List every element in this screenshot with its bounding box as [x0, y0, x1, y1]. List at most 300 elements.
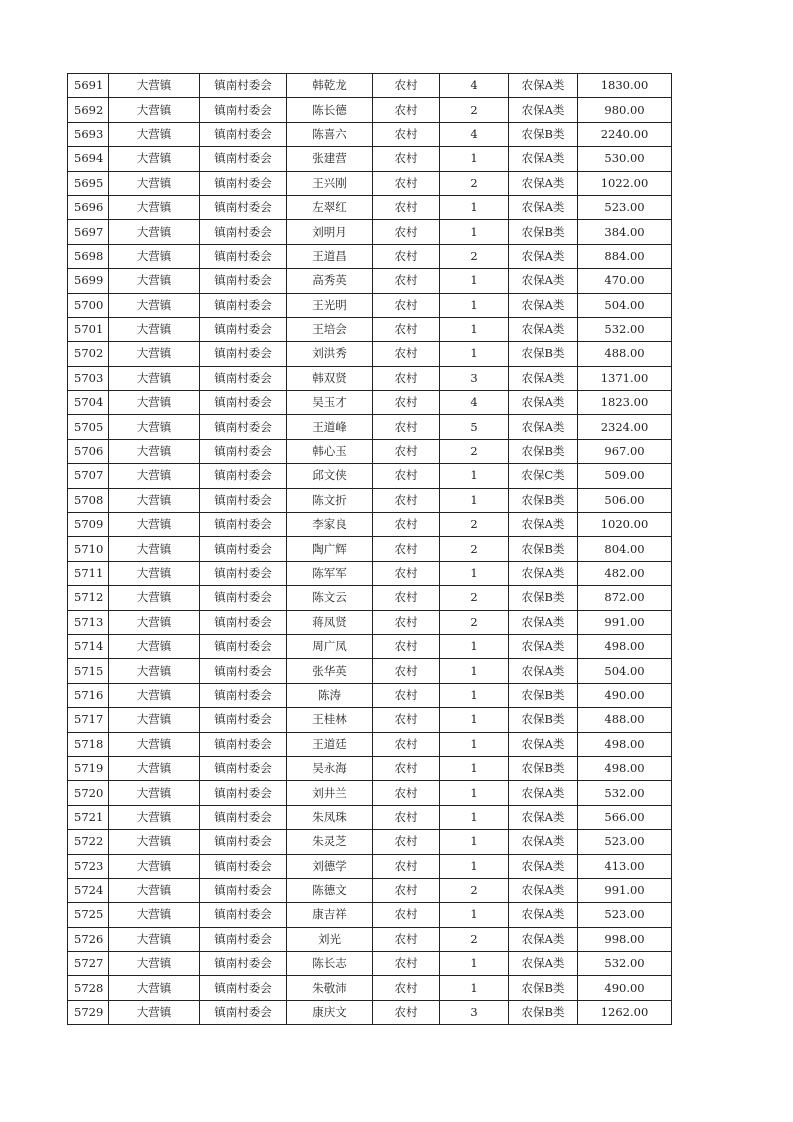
- name-cell: 陈军军: [287, 561, 373, 585]
- name-cell: 吴玉才: [287, 391, 373, 415]
- name-cell: 陈长德: [287, 98, 373, 122]
- serial-number-cell: 5717: [68, 708, 109, 732]
- village-committee-cell: 镇南村委会: [200, 342, 287, 366]
- area-type-cell: 农村: [373, 878, 440, 902]
- village-committee-cell: 镇南村委会: [200, 659, 287, 683]
- area-type-cell: 农村: [373, 756, 440, 780]
- area-type-cell: 农村: [373, 586, 440, 610]
- amount-cell: 566.00: [578, 805, 672, 829]
- amount-cell: 1830.00: [578, 74, 672, 98]
- area-type-cell: 农村: [373, 1000, 440, 1024]
- table-row: [68, 561, 672, 585]
- name-cell: 王道昌: [287, 244, 373, 268]
- insurance-class-cell: 农保A类: [509, 74, 578, 98]
- name-cell: 李家良: [287, 513, 373, 537]
- name-cell: 陈涛: [287, 683, 373, 707]
- household-count-cell: 4: [440, 391, 509, 415]
- village-committee-cell: 镇南村委会: [200, 610, 287, 634]
- table-row: [68, 586, 672, 610]
- name-cell: 陈文云: [287, 586, 373, 610]
- village-committee-cell: 镇南村委会: [200, 830, 287, 854]
- amount-cell: 804.00: [578, 537, 672, 561]
- serial-number-cell: 5713: [68, 610, 109, 634]
- amount-cell: 991.00: [578, 878, 672, 902]
- amount-cell: 884.00: [578, 244, 672, 268]
- name-cell: 周广凤: [287, 634, 373, 658]
- village-committee-cell: 镇南村委会: [200, 415, 287, 439]
- amount-cell: 1022.00: [578, 171, 672, 195]
- table-row: [68, 537, 672, 561]
- amount-cell: 413.00: [578, 854, 672, 878]
- town-cell: 大营镇: [109, 732, 200, 756]
- area-type-cell: 农村: [373, 708, 440, 732]
- town-cell: 大营镇: [109, 244, 200, 268]
- amount-cell: 1371.00: [578, 366, 672, 390]
- serial-number-cell: 5702: [68, 342, 109, 366]
- town-cell: 大营镇: [109, 756, 200, 780]
- town-cell: 大营镇: [109, 195, 200, 219]
- table-row: [68, 317, 672, 341]
- town-cell: 大营镇: [109, 342, 200, 366]
- household-count-cell: 1: [440, 781, 509, 805]
- table-row: [68, 976, 672, 1000]
- village-committee-cell: 镇南村委会: [200, 244, 287, 268]
- name-cell: 王桂林: [287, 708, 373, 732]
- name-cell: 王光明: [287, 293, 373, 317]
- name-cell: 王培会: [287, 317, 373, 341]
- table-row: [68, 391, 672, 415]
- town-cell: 大营镇: [109, 464, 200, 488]
- table-row: [68, 342, 672, 366]
- village-committee-cell: 镇南村委会: [200, 805, 287, 829]
- insurance-class-cell: 农保A类: [509, 805, 578, 829]
- name-cell: 王兴刚: [287, 171, 373, 195]
- insurance-class-cell: 农保B类: [509, 586, 578, 610]
- serial-number-cell: 5728: [68, 976, 109, 1000]
- amount-cell: 1823.00: [578, 391, 672, 415]
- town-cell: 大营镇: [109, 439, 200, 463]
- town-cell: 大营镇: [109, 610, 200, 634]
- insurance-class-cell: 农保B类: [509, 756, 578, 780]
- area-type-cell: 农村: [373, 927, 440, 951]
- insurance-class-cell: 农保A类: [509, 659, 578, 683]
- amount-cell: 509.00: [578, 464, 672, 488]
- insurance-class-cell: 农保A类: [509, 147, 578, 171]
- area-type-cell: 农村: [373, 488, 440, 512]
- area-type-cell: 农村: [373, 659, 440, 683]
- town-cell: 大营镇: [109, 634, 200, 658]
- table-row: [68, 171, 672, 195]
- insurance-class-cell: 农保A类: [509, 415, 578, 439]
- area-type-cell: 农村: [373, 74, 440, 98]
- table-row: [68, 513, 672, 537]
- area-type-cell: 农村: [373, 537, 440, 561]
- amount-cell: 532.00: [578, 317, 672, 341]
- village-committee-cell: 镇南村委会: [200, 269, 287, 293]
- insurance-class-cell: 农保B类: [509, 537, 578, 561]
- amount-cell: 991.00: [578, 610, 672, 634]
- village-committee-cell: 镇南村委会: [200, 854, 287, 878]
- amount-cell: 384.00: [578, 220, 672, 244]
- household-count-cell: 1: [440, 708, 509, 732]
- household-count-cell: 5: [440, 415, 509, 439]
- name-cell: 朱凤珠: [287, 805, 373, 829]
- table-row: [68, 805, 672, 829]
- table-row: [68, 830, 672, 854]
- serial-number-cell: 5707: [68, 464, 109, 488]
- table-row: [68, 708, 672, 732]
- village-committee-cell: 镇南村委会: [200, 952, 287, 976]
- household-count-cell: 2: [440, 171, 509, 195]
- amount-cell: 498.00: [578, 634, 672, 658]
- town-cell: 大营镇: [109, 781, 200, 805]
- serial-number-cell: 5727: [68, 952, 109, 976]
- insurance-class-cell: 农保B类: [509, 342, 578, 366]
- village-committee-cell: 镇南村委会: [200, 220, 287, 244]
- name-cell: 朱敬沛: [287, 976, 373, 1000]
- household-count-cell: 1: [440, 293, 509, 317]
- town-cell: 大营镇: [109, 854, 200, 878]
- town-cell: 大营镇: [109, 513, 200, 537]
- town-cell: 大营镇: [109, 805, 200, 829]
- table-row: [68, 269, 672, 293]
- village-committee-cell: 镇南村委会: [200, 537, 287, 561]
- area-type-cell: 农村: [373, 244, 440, 268]
- amount-cell: 2240.00: [578, 122, 672, 146]
- household-count-cell: 1: [440, 220, 509, 244]
- area-type-cell: 农村: [373, 610, 440, 634]
- serial-number-cell: 5725: [68, 903, 109, 927]
- name-cell: 陈喜六: [287, 122, 373, 146]
- amount-cell: 980.00: [578, 98, 672, 122]
- insurance-class-cell: 农保A类: [509, 634, 578, 658]
- village-committee-cell: 镇南村委会: [200, 293, 287, 317]
- amount-cell: 532.00: [578, 781, 672, 805]
- name-cell: 邱文侠: [287, 464, 373, 488]
- insurance-class-cell: 农保A类: [509, 244, 578, 268]
- area-type-cell: 农村: [373, 903, 440, 927]
- village-committee-cell: 镇南村委会: [200, 1000, 287, 1024]
- records-table: [67, 73, 672, 1025]
- serial-number-cell: 5720: [68, 781, 109, 805]
- amount-cell: 1262.00: [578, 1000, 672, 1024]
- table-row: [68, 903, 672, 927]
- town-cell: 大营镇: [109, 830, 200, 854]
- area-type-cell: 农村: [373, 561, 440, 585]
- insurance-class-cell: 农保A类: [509, 269, 578, 293]
- serial-number-cell: 5693: [68, 122, 109, 146]
- area-type-cell: 农村: [373, 976, 440, 1000]
- table-row: [68, 122, 672, 146]
- insurance-class-cell: 农保A类: [509, 854, 578, 878]
- amount-cell: 523.00: [578, 903, 672, 927]
- serial-number-cell: 5698: [68, 244, 109, 268]
- insurance-class-cell: 农保A类: [509, 878, 578, 902]
- insurance-class-cell: 农保A类: [509, 561, 578, 585]
- household-count-cell: 1: [440, 756, 509, 780]
- insurance-class-cell: 农保A类: [509, 391, 578, 415]
- village-committee-cell: 镇南村委会: [200, 317, 287, 341]
- insurance-class-cell: 农保A类: [509, 830, 578, 854]
- town-cell: 大营镇: [109, 952, 200, 976]
- insurance-class-cell: 农保B类: [509, 220, 578, 244]
- household-count-cell: 1: [440, 805, 509, 829]
- insurance-class-cell: 农保A类: [509, 610, 578, 634]
- name-cell: 刘光: [287, 927, 373, 951]
- village-committee-cell: 镇南村委会: [200, 147, 287, 171]
- serial-number-cell: 5703: [68, 366, 109, 390]
- serial-number-cell: 5724: [68, 878, 109, 902]
- serial-number-cell: 5692: [68, 98, 109, 122]
- town-cell: 大营镇: [109, 293, 200, 317]
- amount-cell: 530.00: [578, 147, 672, 171]
- village-committee-cell: 镇南村委会: [200, 927, 287, 951]
- name-cell: 刘洪秀: [287, 342, 373, 366]
- area-type-cell: 农村: [373, 122, 440, 146]
- insurance-class-cell: 农保A类: [509, 903, 578, 927]
- serial-number-cell: 5726: [68, 927, 109, 951]
- name-cell: 张华英: [287, 659, 373, 683]
- area-type-cell: 农村: [373, 634, 440, 658]
- household-count-cell: 2: [440, 927, 509, 951]
- town-cell: 大营镇: [109, 415, 200, 439]
- table-row: [68, 1000, 672, 1024]
- amount-cell: 482.00: [578, 561, 672, 585]
- town-cell: 大营镇: [109, 708, 200, 732]
- town-cell: 大营镇: [109, 74, 200, 98]
- name-cell: 刘明月: [287, 220, 373, 244]
- name-cell: 王道廷: [287, 732, 373, 756]
- amount-cell: 488.00: [578, 342, 672, 366]
- area-type-cell: 农村: [373, 830, 440, 854]
- serial-number-cell: 5712: [68, 586, 109, 610]
- name-cell: 陶广辉: [287, 537, 373, 561]
- table-row: [68, 244, 672, 268]
- village-committee-cell: 镇南村委会: [200, 878, 287, 902]
- name-cell: 韩乾龙: [287, 74, 373, 98]
- household-count-cell: 1: [440, 830, 509, 854]
- household-count-cell: 1: [440, 464, 509, 488]
- town-cell: 大营镇: [109, 122, 200, 146]
- town-cell: 大营镇: [109, 220, 200, 244]
- insurance-class-cell: 农保A类: [509, 195, 578, 219]
- serial-number-cell: 5708: [68, 488, 109, 512]
- town-cell: 大营镇: [109, 976, 200, 1000]
- town-cell: 大营镇: [109, 561, 200, 585]
- name-cell: 陈长志: [287, 952, 373, 976]
- village-committee-cell: 镇南村委会: [200, 464, 287, 488]
- household-count-cell: 2: [440, 610, 509, 634]
- serial-number-cell: 5701: [68, 317, 109, 341]
- town-cell: 大营镇: [109, 659, 200, 683]
- table-row: [68, 781, 672, 805]
- town-cell: 大营镇: [109, 878, 200, 902]
- insurance-class-cell: 农保A类: [509, 98, 578, 122]
- insurance-class-cell: 农保B类: [509, 488, 578, 512]
- serial-number-cell: 5695: [68, 171, 109, 195]
- area-type-cell: 农村: [373, 269, 440, 293]
- table-row: [68, 878, 672, 902]
- area-type-cell: 农村: [373, 391, 440, 415]
- insurance-class-cell: 农保A类: [509, 317, 578, 341]
- insurance-class-cell: 农保B类: [509, 1000, 578, 1024]
- serial-number-cell: 5705: [68, 415, 109, 439]
- table-row: [68, 220, 672, 244]
- village-committee-cell: 镇南村委会: [200, 391, 287, 415]
- serial-number-cell: 5729: [68, 1000, 109, 1024]
- household-count-cell: 4: [440, 122, 509, 146]
- table-row: [68, 488, 672, 512]
- name-cell: 刘井兰: [287, 781, 373, 805]
- name-cell: 陈文折: [287, 488, 373, 512]
- table-row: [68, 732, 672, 756]
- name-cell: 刘德学: [287, 854, 373, 878]
- area-type-cell: 农村: [373, 781, 440, 805]
- table-body: [68, 74, 672, 1025]
- insurance-class-cell: 农保A类: [509, 171, 578, 195]
- table-row: [68, 683, 672, 707]
- household-count-cell: 1: [440, 342, 509, 366]
- serial-number-cell: 5719: [68, 756, 109, 780]
- town-cell: 大营镇: [109, 683, 200, 707]
- household-count-cell: 2: [440, 244, 509, 268]
- town-cell: 大营镇: [109, 391, 200, 415]
- area-type-cell: 农村: [373, 220, 440, 244]
- area-type-cell: 农村: [373, 952, 440, 976]
- serial-number-cell: 5715: [68, 659, 109, 683]
- village-committee-cell: 镇南村委会: [200, 439, 287, 463]
- village-committee-cell: 镇南村委会: [200, 171, 287, 195]
- household-count-cell: 2: [440, 586, 509, 610]
- name-cell: 张建营: [287, 147, 373, 171]
- town-cell: 大营镇: [109, 927, 200, 951]
- village-committee-cell: 镇南村委会: [200, 98, 287, 122]
- town-cell: 大营镇: [109, 171, 200, 195]
- amount-cell: 523.00: [578, 195, 672, 219]
- table-row: [68, 610, 672, 634]
- household-count-cell: 1: [440, 854, 509, 878]
- table-row: [68, 634, 672, 658]
- table-row: [68, 366, 672, 390]
- household-count-cell: 1: [440, 952, 509, 976]
- table-row: [68, 952, 672, 976]
- table-row: [68, 927, 672, 951]
- village-committee-cell: 镇南村委会: [200, 903, 287, 927]
- village-committee-cell: 镇南村委会: [200, 683, 287, 707]
- amount-cell: 470.00: [578, 269, 672, 293]
- table-row: [68, 464, 672, 488]
- household-count-cell: 1: [440, 634, 509, 658]
- amount-cell: 998.00: [578, 927, 672, 951]
- name-cell: 陈德文: [287, 878, 373, 902]
- name-cell: 康庆文: [287, 1000, 373, 1024]
- serial-number-cell: 5718: [68, 732, 109, 756]
- household-count-cell: 1: [440, 147, 509, 171]
- village-committee-cell: 镇南村委会: [200, 195, 287, 219]
- town-cell: 大营镇: [109, 147, 200, 171]
- town-cell: 大营镇: [109, 366, 200, 390]
- town-cell: 大营镇: [109, 537, 200, 561]
- area-type-cell: 农村: [373, 415, 440, 439]
- amount-cell: 872.00: [578, 586, 672, 610]
- area-type-cell: 农村: [373, 147, 440, 171]
- household-count-cell: 2: [440, 98, 509, 122]
- household-count-cell: 1: [440, 659, 509, 683]
- village-committee-cell: 镇南村委会: [200, 122, 287, 146]
- area-type-cell: 农村: [373, 513, 440, 537]
- amount-cell: 967.00: [578, 439, 672, 463]
- name-cell: 韩双贤: [287, 366, 373, 390]
- serial-number-cell: 5691: [68, 74, 109, 98]
- insurance-class-cell: 农保C类: [509, 464, 578, 488]
- name-cell: 朱灵芝: [287, 830, 373, 854]
- household-count-cell: 1: [440, 195, 509, 219]
- household-count-cell: 2: [440, 513, 509, 537]
- amount-cell: 1020.00: [578, 513, 672, 537]
- area-type-cell: 农村: [373, 317, 440, 341]
- insurance-class-cell: 农保A类: [509, 513, 578, 537]
- household-count-cell: 2: [440, 537, 509, 561]
- village-committee-cell: 镇南村委会: [200, 976, 287, 1000]
- table-row: [68, 659, 672, 683]
- amount-cell: 498.00: [578, 756, 672, 780]
- amount-cell: 2324.00: [578, 415, 672, 439]
- village-committee-cell: 镇南村委会: [200, 634, 287, 658]
- serial-number-cell: 5723: [68, 854, 109, 878]
- table-row: [68, 439, 672, 463]
- household-count-cell: 1: [440, 903, 509, 927]
- name-cell: 王道峰: [287, 415, 373, 439]
- name-cell: 左翠红: [287, 195, 373, 219]
- town-cell: 大营镇: [109, 488, 200, 512]
- town-cell: 大营镇: [109, 269, 200, 293]
- serial-number-cell: 5700: [68, 293, 109, 317]
- table-row: [68, 147, 672, 171]
- area-type-cell: 农村: [373, 342, 440, 366]
- area-type-cell: 农村: [373, 366, 440, 390]
- area-type-cell: 农村: [373, 171, 440, 195]
- town-cell: 大营镇: [109, 1000, 200, 1024]
- serial-number-cell: 5694: [68, 147, 109, 171]
- village-committee-cell: 镇南村委会: [200, 74, 287, 98]
- town-cell: 大营镇: [109, 903, 200, 927]
- household-count-cell: 1: [440, 269, 509, 293]
- area-type-cell: 农村: [373, 854, 440, 878]
- household-count-cell: 1: [440, 976, 509, 1000]
- household-count-cell: 3: [440, 1000, 509, 1024]
- table-row: [68, 195, 672, 219]
- insurance-class-cell: 农保B类: [509, 683, 578, 707]
- name-cell: 高秀英: [287, 269, 373, 293]
- amount-cell: 498.00: [578, 732, 672, 756]
- amount-cell: 504.00: [578, 293, 672, 317]
- amount-cell: 523.00: [578, 830, 672, 854]
- amount-cell: 490.00: [578, 976, 672, 1000]
- table-row: [68, 74, 672, 98]
- village-committee-cell: 镇南村委会: [200, 781, 287, 805]
- area-type-cell: 农村: [373, 732, 440, 756]
- serial-number-cell: 5710: [68, 537, 109, 561]
- household-count-cell: 1: [440, 732, 509, 756]
- household-count-cell: 3: [440, 366, 509, 390]
- name-cell: 韩心玉: [287, 439, 373, 463]
- table-row: [68, 756, 672, 780]
- table-row: [68, 415, 672, 439]
- serial-number-cell: 5709: [68, 513, 109, 537]
- insurance-class-cell: 农保B类: [509, 708, 578, 732]
- household-count-cell: 1: [440, 561, 509, 585]
- household-count-cell: 2: [440, 439, 509, 463]
